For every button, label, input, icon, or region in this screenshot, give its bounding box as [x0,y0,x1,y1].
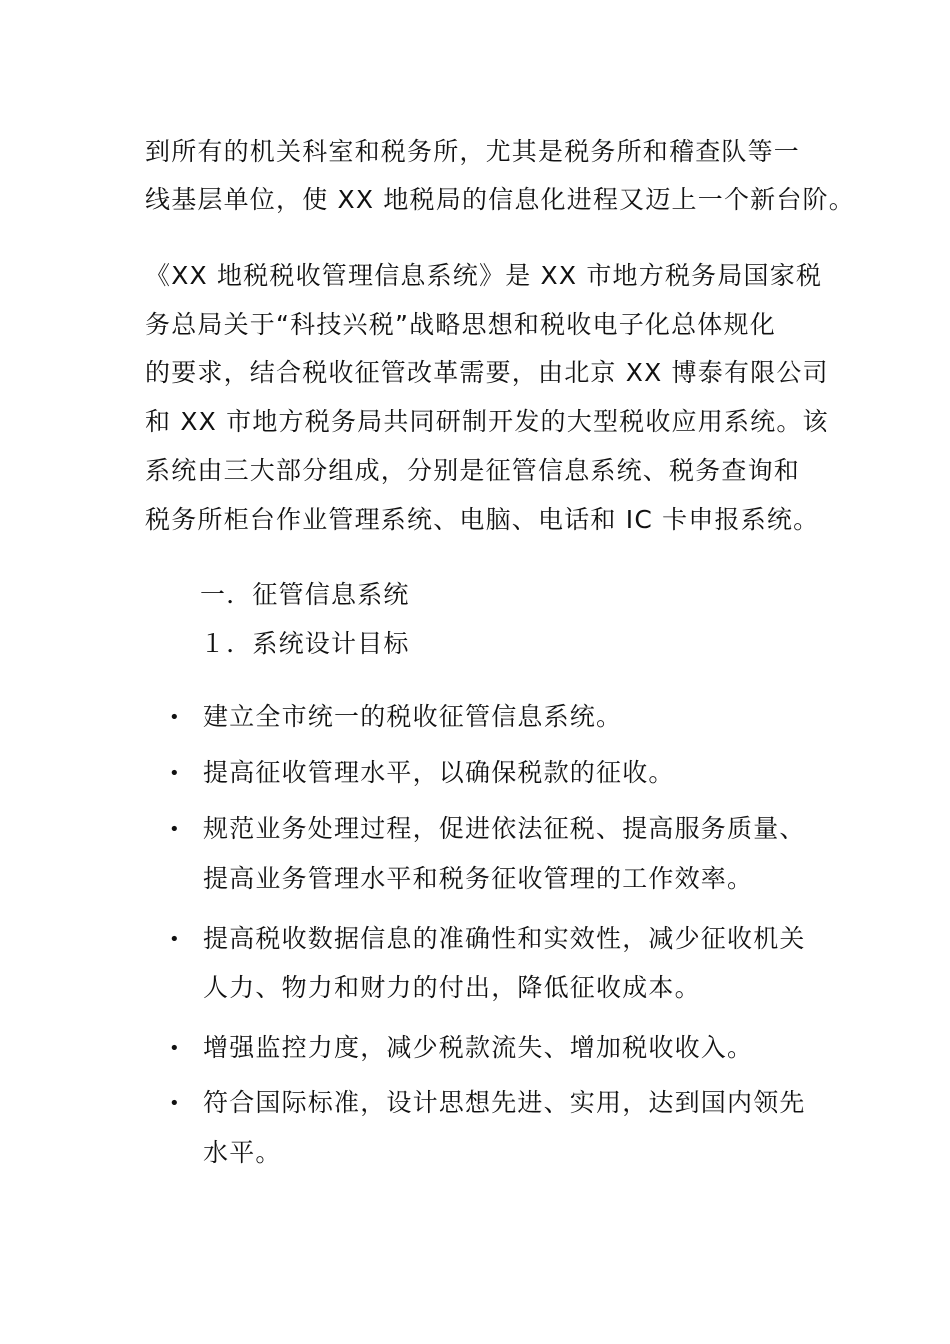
paragraph-line: 线基层单位，使 XX 地税局的信息化进程又迈上一个新台阶。 [145,185,855,214]
bullet-marker: • [169,1038,180,1059]
paragraph-line: 《XX 地税税收管理信息系统》是 XX 市地方税务局国家税 [145,261,823,290]
bullet-marker: • [169,763,180,784]
list-item-text: 规范业务处理过程，促进依法征税、提高服务质量、 [203,814,806,843]
bullet-marker: • [169,707,180,728]
list-item-text: 提高税收数据信息的准确性和实效性，减少征收机关 [203,924,806,953]
list-item-text: 符合国际标准，设计思想先进、实用，达到国内领先 [203,1088,806,1117]
bullet-marker: • [169,819,180,840]
paragraph-line: 务总局关于“科技兴税”战略思想和税收电子化总体规化 [145,310,776,339]
bullet-marker: • [169,929,180,950]
list-item-text: 水平。 [203,1138,282,1167]
paragraph-line: 税务所柜台作业管理系统、电脑、电话和 IC 卡申报系统。 [145,505,820,534]
paragraph-line: 系统由三大部分组成，分别是征管信息系统、税务查询和 [145,456,801,485]
list-item-text: 提高业务管理水平和税务征收管理的工作效率。 [203,864,754,893]
list-item-text: 提高征收管理水平，以确保税款的征收。 [203,758,675,787]
paragraph-line: 和 XX 市地方税务局共同研制开发的大型税收应用系统。该 [145,407,829,436]
paragraph-line: 的要求，结合税收征管改革需要，由北京 XX 博泰有限公司 [145,358,829,387]
list-item-text: 建立全市统一的税收征管信息系统。 [203,702,623,731]
subsection-heading: １．系统设计目标 [200,629,410,658]
paragraph-line: 到所有的机关科室和税务所，尤其是税务所和稽查队等一 [145,137,801,166]
bullet-marker: • [169,1093,180,1114]
list-item-text: 人力、物力和财力的付出，降低征收成本。 [203,973,701,1002]
list-item-text: 增强监控力度，减少税款流失、增加税收收入。 [203,1033,754,1062]
section-heading: 一．征管信息系统 [200,580,410,609]
